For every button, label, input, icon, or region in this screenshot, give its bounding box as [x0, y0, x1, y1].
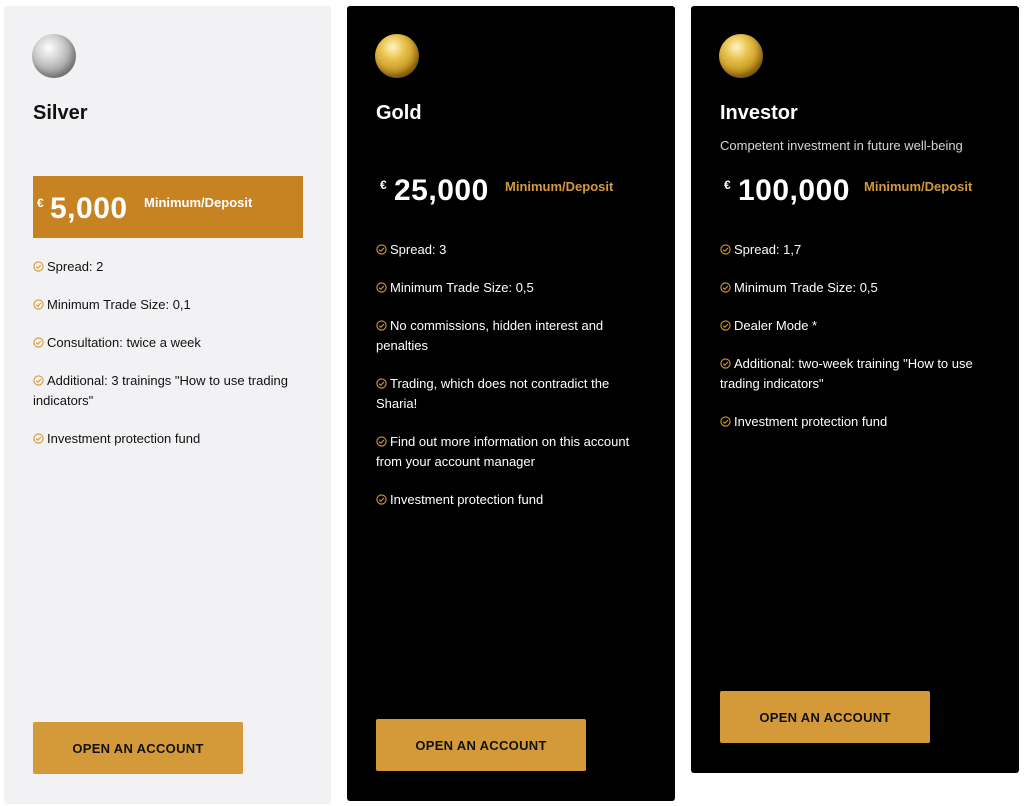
feature-item	[33, 429, 308, 449]
feature-item	[376, 490, 651, 510]
plan-card-investor	[691, 6, 1019, 773]
check-circle-icon	[33, 375, 44, 386]
gold-coin-icon	[719, 34, 763, 78]
minimum-deposit-label: Minimum/Deposit	[144, 195, 253, 210]
check-circle-icon	[720, 358, 731, 369]
feature-item	[720, 412, 995, 432]
feature-item	[376, 240, 651, 260]
plan-title: Silver	[33, 102, 88, 124]
feature-text: Minimum Trade Size: 0,1	[47, 297, 191, 312]
minimum-deposit-label: Minimum/Deposit	[505, 179, 614, 194]
feature-item	[33, 295, 308, 315]
plan-card-gold	[347, 6, 675, 801]
check-circle-icon	[720, 416, 731, 427]
feature-list	[720, 240, 995, 450]
check-circle-icon	[33, 299, 44, 310]
feature-text: Investment protection fund	[734, 414, 888, 429]
check-circle-icon	[376, 378, 387, 389]
feature-item	[33, 257, 308, 277]
feature-item	[720, 240, 995, 260]
feature-text: Spread: 2	[47, 259, 104, 274]
deposit-amount: 100,000	[738, 174, 850, 207]
feature-item	[376, 316, 651, 356]
plan-card-silver	[4, 6, 331, 804]
check-circle-icon	[720, 282, 731, 293]
feature-item	[33, 333, 308, 353]
deposit-amount: 5,000	[50, 192, 128, 225]
feature-item	[376, 432, 651, 472]
feature-item	[376, 278, 651, 298]
minimum-deposit-label: Minimum/Deposit	[864, 179, 973, 194]
plan-title: Investor	[720, 102, 798, 124]
check-circle-icon	[33, 337, 44, 348]
price-block	[33, 176, 303, 238]
feature-text: Investment protection fund	[47, 431, 201, 446]
check-circle-icon	[33, 261, 44, 272]
feature-text: Minimum Trade Size: 0,5	[734, 280, 878, 295]
check-circle-icon	[720, 320, 731, 331]
price-block	[720, 166, 1000, 228]
feature-list	[376, 240, 651, 528]
currency-symbol: €	[37, 196, 44, 210]
feature-text: Find out more information on this account from your account manager	[376, 434, 630, 469]
feature-text: Additional: 3 trainings "How to use trading indicators"	[33, 373, 288, 408]
silver-coin-icon	[32, 34, 76, 78]
feature-list	[33, 257, 308, 467]
feature-text: Spread: 1,7	[734, 242, 802, 257]
feature-item	[720, 354, 995, 394]
check-circle-icon	[376, 320, 387, 331]
feature-text: Investment protection fund	[390, 492, 544, 507]
open-account-button[interactable]: OPEN AN ACCOUNT	[376, 719, 586, 771]
currency-symbol: €	[380, 178, 387, 192]
feature-text: No commissions, hidden interest and penalties	[376, 318, 604, 353]
feature-item	[376, 374, 651, 414]
gold-coin-icon	[375, 34, 419, 78]
currency-symbol: €	[724, 178, 731, 192]
feature-text: Consultation: twice a week	[47, 335, 201, 350]
price-block	[376, 166, 656, 228]
feature-text: Minimum Trade Size: 0,5	[390, 280, 534, 295]
feature-text: Additional: two-week training "How to use trading indicators"	[720, 356, 973, 391]
feature-item	[720, 278, 995, 298]
check-circle-icon	[376, 436, 387, 447]
deposit-amount: 25,000	[394, 174, 489, 207]
feature-item	[720, 316, 995, 336]
plan-subtitle: Competent investment in future well-being	[720, 138, 963, 153]
feature-text: Spread: 3	[390, 242, 447, 257]
check-circle-icon	[720, 244, 731, 255]
open-account-button[interactable]: OPEN AN ACCOUNT	[720, 691, 930, 743]
check-circle-icon	[376, 244, 387, 255]
open-account-button[interactable]: OPEN AN ACCOUNT	[33, 722, 243, 774]
plan-title: Gold	[376, 102, 422, 124]
feature-text: Trading, which does not contradict the Sharia!	[376, 376, 610, 411]
check-circle-icon	[376, 494, 387, 505]
feature-item	[33, 371, 308, 411]
feature-text: Dealer Mode *	[734, 318, 818, 333]
check-circle-icon	[376, 282, 387, 293]
check-circle-icon	[33, 433, 44, 444]
